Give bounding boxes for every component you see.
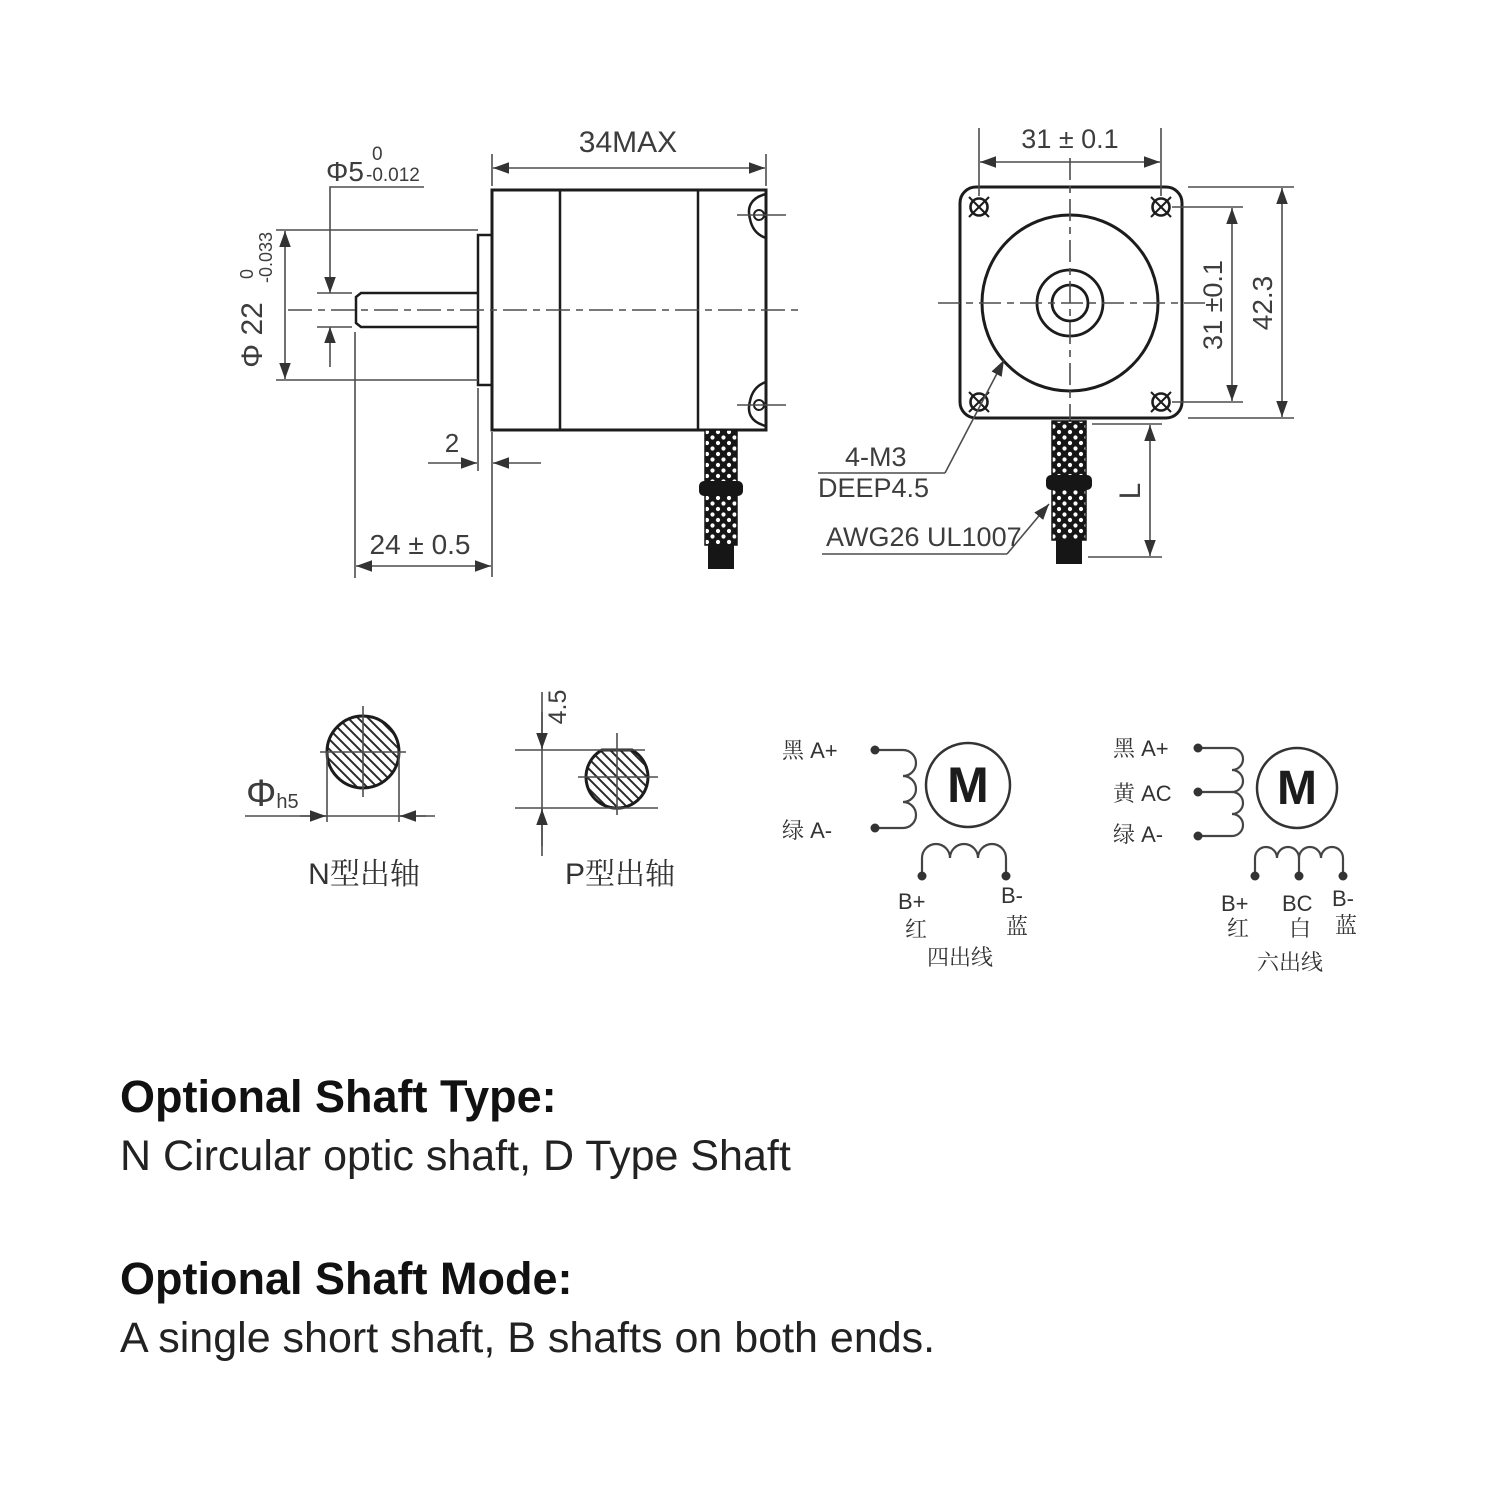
lead-bc-label: BC <box>1282 891 1313 916</box>
cable-collar <box>699 481 743 496</box>
dim-shaft-dia-upper: 0 <box>372 144 383 165</box>
n-dim-phi: Φ <box>246 773 277 815</box>
lead-b-plus-label: B+ <box>1221 891 1249 916</box>
motor-symbol-letter: M <box>947 757 989 813</box>
dim-34max-label: 34MAX <box>578 126 678 159</box>
front-cable-collar <box>1046 475 1092 490</box>
dim-shaft-length-label: 24 ± 0.5 <box>369 529 471 560</box>
p-dim-label: 4.5 <box>544 689 572 725</box>
mount-note-line2: DEEP4.5 <box>818 473 930 503</box>
dim-hole-spacing-v-label: 31 ±0.1 <box>1198 260 1228 350</box>
lead-b-minus-label: B- <box>1332 886 1354 911</box>
shaft-mode-title: Optional Shaft Mode: <box>120 1253 573 1304</box>
motor-symbol-letter: M <box>1277 762 1317 815</box>
shaft-type-title: Optional Shaft Type: <box>120 1071 557 1122</box>
mount-note-line1: 4-M3 <box>845 442 907 472</box>
cable-note-label: AWG26 UL1007 <box>826 522 1022 552</box>
wiring-6lead-caption: 六出线 <box>1257 950 1324 975</box>
front-cable-tip <box>1056 540 1082 564</box>
lead-a-minus-label: 绿 A- <box>782 818 833 843</box>
lead-a-minus-label: 绿 A- <box>1113 822 1164 847</box>
dim-hole-spacing-h-label: 31 ± 0.1 <box>1021 124 1119 154</box>
shaft-type-body: N Circular optic shaft, D Type Shaft <box>120 1132 791 1180</box>
dim-boss-depth-label: 2 <box>444 428 460 458</box>
cable-tip <box>708 545 734 569</box>
dim-shaft-dia-lower: -0.012 <box>366 165 420 186</box>
lead-b-minus-color: 蓝 <box>1006 914 1029 939</box>
dim-body-size-label: 42.3 <box>1247 275 1278 331</box>
wiring-4lead-caption: 四出线 <box>927 945 994 970</box>
lead-b-plus-label: B+ <box>898 889 926 914</box>
lead-b-minus-color: 蓝 <box>1335 913 1358 938</box>
p-caption: P型出轴 <box>564 858 676 891</box>
lead-b-plus-color: 红 <box>1227 916 1250 941</box>
dim-boss-dia-lower: -0.033 <box>256 231 276 283</box>
lead-b-plus-color: 红 <box>905 917 928 942</box>
lead-a-plus-label: 黑 A+ <box>1113 736 1169 761</box>
lead-b-minus-label: B- <box>1001 883 1023 908</box>
lead-ac-label: 黄 AC <box>1113 781 1172 806</box>
dim-cable-length-label: L <box>1114 482 1147 500</box>
n-dim-tol: h5 <box>276 791 299 813</box>
shaft-mode-body: A single short shaft, B shafts on both ends. <box>120 1314 936 1362</box>
dim-shaft-dia-label: Φ5 <box>326 156 364 187</box>
lead-a-plus-label: 黑 A+ <box>782 738 838 763</box>
n-caption: N型出轴 <box>308 858 420 891</box>
lead-bc-color: 白 <box>1289 916 1312 941</box>
dim-boss-dia-upper: 0 <box>237 268 257 279</box>
dim-boss-dia-label: Φ 22 <box>236 302 269 368</box>
